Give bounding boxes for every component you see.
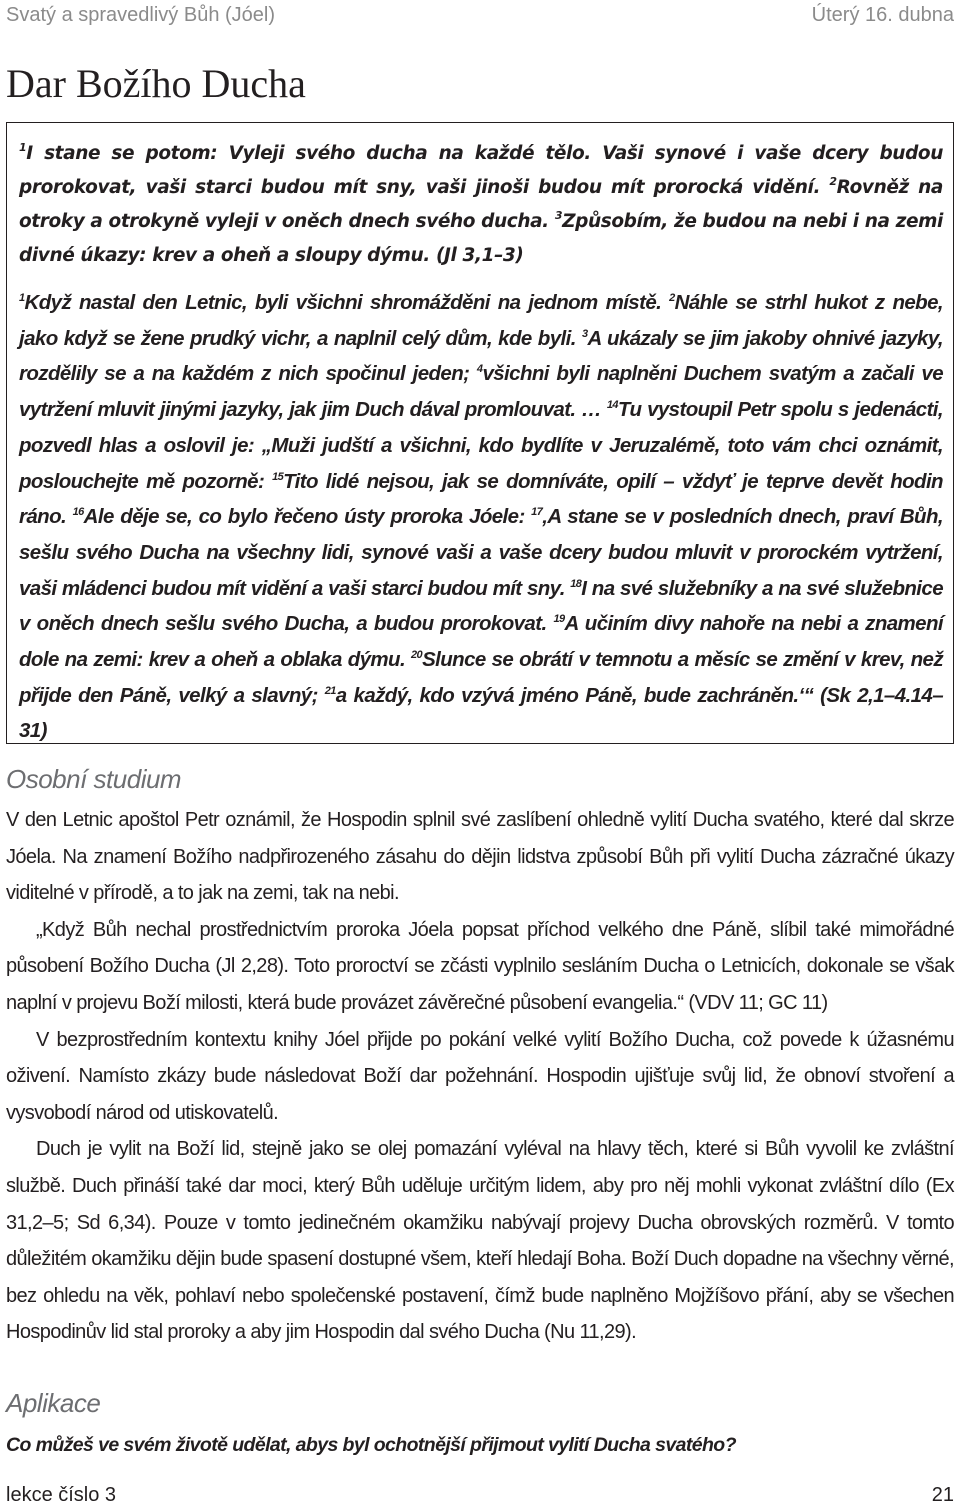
scripture-passage-acts [19,285,943,749]
verse-text: Tito lidé nejsou, jak se domníváte, opilí – vždyť je teprve devět hodin ráno. [19,469,943,529]
verse-number: 17 [531,506,543,519]
verse-text: Způsobím, že budou na nebi i na zemi divné úkazy: krev a oheň a sloupy dýmu. [19,211,943,266]
verse-text: všichni byli naplněni Duchem svatým a začali ve vytržení mluvit jinými jazyky, jak jim Duch dával promlouvat. … [19,362,943,422]
verse-number: 2 [829,175,837,188]
lesson-number: lekce číslo 3 [6,1484,117,1506]
verse-text: I na své služebníky a na své služebnice v oněch dnech sešlu svého Ducha, a budou prorokovat. [19,576,944,636]
study-paragraph: Duch je vylit na Boží lid, stejně jako se olej pomazání vyléval na hlavy těch, které si Bůh vyvolil ke zvláštní službě. Duch přináší také dar moci, který Bůh uděluje určitým lidem, aby pro něj mohli vykonat zvláštní dílo (Ex 31,2–5; Sd 6,34). Pouze v tomto jedinečném okamžiku nabývají projevy Ducha obrovských rozměrů. V tomto důležitém okamžiku dějin bude spasení dostupné všem, kteří hledají Boha. Boží Duch dopadne na všechny věrné, bez ohledu na věk, pohlaví nebo společenské postavení, čímž bude naplněno Mojžíšovo přání, aby se všechen Hospodinův lid stal proroky a aby jim Hospodin dal svého Ducha (Nu 11,29). [6,1138,954,1344]
verse-text: Ale děje se, co bylo řečeno ústy proroka Jóele: [83,505,532,529]
verse-number: 14 [606,399,618,412]
verse-text: A ukázaly se jim jakoby ohnivé jazyky, rozdělily se a na každém z nich spočinul jeden; [19,326,943,386]
page-footer [0,1484,960,1511]
verse-text: A učiním divy nahoře na nebi a znamení dole na zemi: krev a oheň a oblaka dýmu. [19,612,943,672]
verse-number: 2 [669,292,675,304]
verse-number: 1 [19,141,27,154]
verse-number: 20 [411,649,423,662]
verse-text: ‚A stane se v posledních dnech, praví Bůh, sešlu svého Ducha na všechny lidi, synové vaši a vaše dcery budou mluvit v prorockém vytržení, vaši mládenci budou mít vidění a vaši starci budou mít sny. [19,505,943,600]
verse-text: Když nastal den Letnic, byli všichni shromážděni na jednom místě. [24,291,670,314]
lesson-title: Dar Božího Ducha [6,61,306,106]
verse-text: Slunce se obrátí v temnotu a měsíc se změní v krev, než přijde den Páně, velký a slavný; [19,648,943,707]
verse-number: 18 [570,577,582,590]
page-number: 21 [931,1484,954,1506]
verse-text: Náhle se strhl hukot z nebe, jako když se žene prudký vichr, a naplnil celý dům, kde byli. [19,291,943,350]
day-date: Úterý 16. dubna [811,4,954,26]
verse-number: 19 [553,613,565,626]
scripture-reference: (Sk 2,1–4.14–31) [19,683,943,743]
verse-text: I stane se potom: Vyleji svého ducha na každé tělo. Vaši synové i vaše dcery budou prorokovat, vaši starci budou mít sny, vaši jinoši budou mít prorocká vidění. [19,143,943,198]
verse-text: a každý, kdo vzývá jméno Páně, bude zachráněn.‘“ [335,683,821,707]
verse-text: Rovněž na otroky a otrokyně vyleji v oněch dnech svého ducha. [19,177,943,232]
verse-number: 1 [19,292,25,304]
page-header [0,0,960,32]
verse-number: 21 [324,684,336,697]
study-paragraph: „Když Bůh nechal prostřednictvím proroka Jóela popsat příchod velkého dne Páně, slíbil také mimořádné působení Božího Ducha (Jl 2,28). Toto proroctví se zčásti vyplnilo sesláním Ducha o Letnicích, dokonale se však naplní v projevu Boží milosti, která bude provázet závěrečné působení evangelia.“ (VDV 11; GC 11) [6,918,954,1014]
section-heading-application: Aplikace [6,1388,101,1418]
section-heading-study: Osobní studium [6,764,182,794]
verse-text: Tu vystoupil Petr spolu s jedenácti, pozvedl hlas a oslovil je: „Muži judští a všichni, kdo bydlíte v Jeruzalémě, toto vám chci oznámit, poslouchejte mě pozorně: [19,398,943,493]
study-text [6,802,954,1351]
verse-number: 3 [581,327,588,340]
passage2-verses [19,291,943,707]
verse-number: 16 [72,506,84,519]
verse-number: 15 [272,470,284,483]
scripture-passage-joel [19,137,943,273]
book-title: Svatý a spravedlivý Bůh (Jóel) [6,4,276,26]
study-paragraph: V bezprostředním kontextu knihy Jóel přijde po pokání velké vylití Božího Ducha, což povede k úžasnému oživení. Namísto zkázy bude následovat Boží dar požehnání. Hospodin ujišťuje svůj lid, že obnoví stvoření a vysvobodí národ od utiskovatelů. [6,1028,954,1124]
scripture-reference: (Jl 3,1–3) [435,245,524,266]
application-question: Co můžeš ve svém životě udělat, abys byl ochotnější přijmout vylití Ducha svatého? [6,1434,736,1456]
scripture-box [6,122,954,744]
verse-number: 4 [476,363,483,376]
verse-number: 3 [554,209,563,222]
study-paragraph: V den Letnic apoštol Petr oznámil, že Hospodin splnil své zaslíbení ohledně vylití Ducha svatého, které dal skrze Jóela. Na znamení Božího nadpřirozeného zásahu do dějin lidstva způsobí Bůh při vylití Ducha zázračné úkazy viditelné v přírodě, a to jak na zemi, tak na nebi. [6,809,954,905]
